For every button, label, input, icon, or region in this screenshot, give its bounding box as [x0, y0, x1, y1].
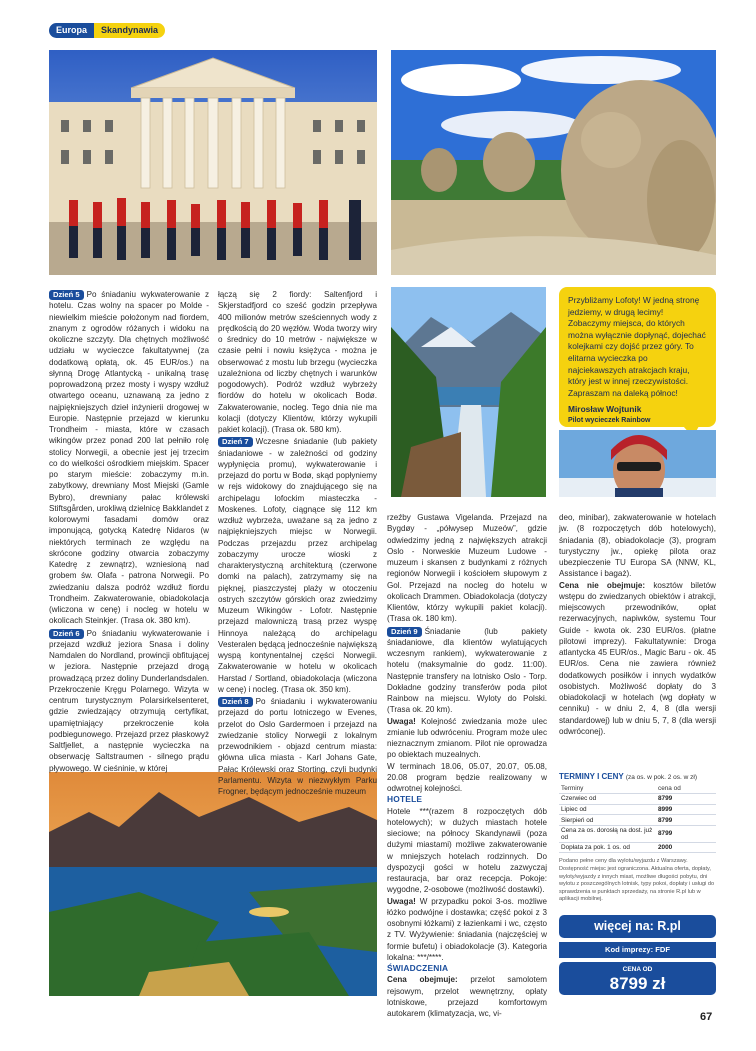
text-column-3 [387, 512, 547, 1019]
day-7-badge: Dzień 7 [218, 437, 253, 447]
prices-table-header [559, 783, 716, 794]
uwaga2-label: Uwaga! [387, 896, 416, 906]
table-row [559, 825, 716, 842]
swiadczenia-heading: ŚWIADCZENIA [387, 963, 449, 973]
day-6-text: Po śniadaniu wykwaterowanie i przejazd wzdłuż jeziora Snasa i doliny Namdalen do Nordland, prowincji obfitującej w jeziora. Następnie przejazd drogą prowadzącą przez doliny Dunderlandsdalen. Przekroczenie Kręgu Polarnego. Wizyta w centrum turystycznym Polarsirkelsenteret, gdzie zwiedzający otrzymują certyfikat, upamiętniający przekroczenie koła podbiegunowego. Przejazd przez płaskowyż Saltfjellet, a następnie wycieczka na obserwację Saltstraumen - silnego prądu pływowego. W cieśninie, w której [49, 628, 209, 773]
day-6-badge: Dzień 6 [49, 629, 84, 639]
breadcrumb-country[interactable]: Skandynawia [94, 23, 165, 38]
prices-table [559, 783, 716, 853]
table-row [559, 804, 716, 815]
photo-vigeland-park [391, 50, 716, 275]
price-term: Sierpień od [559, 815, 656, 826]
prices-title: TERMINY I CENY [559, 772, 624, 781]
price-term: Dopłata za pok. 1 os. od [559, 842, 656, 853]
pilot-quote [559, 287, 716, 427]
hotele-text: Hotele ***(razem 8 rozpoczętych dób hotelowych); w dużych miastach hotele sieciowe; na północy Skandynawii (poza dużymi miastami) możliwe zakwaterowanie w mniejszych hotelach rodzinnych. Do dyspozycji gości w hotelu zazwyczaj restauracja, bar oraz recepcja. Pokoje: wygodne, 2-osobowe (możliwość dostawki). [387, 806, 547, 895]
text-column-2 [218, 289, 377, 797]
day-5-badge: Dzień 5 [49, 290, 84, 300]
price-value: 2000 [656, 842, 716, 853]
uwaga-text: Kolejność zwiedzania może ulec zmianie lub odwróceniu. Program może ulec nieznacznym zmianom. Pilot nie oprowadza po obiektach muzealnych. [387, 716, 547, 760]
price-value: 8799 [656, 825, 716, 842]
uwaga2-text: W przypadku pokoi 3-os. możliwe łóżko podwójne i dostawka; część pokoi z 3 osobnymi łóżkami) z łazienkami i wc, często z TV. Wyżywienie: śniadania (najczęściej w formie bufetu) i obiadokolacje (3). Kategoria lokalna: ***/****. [387, 896, 547, 962]
breadcrumb-region[interactable]: Europa [49, 23, 94, 38]
prices-header-terms: Terminy [559, 783, 656, 794]
photo-lofoten [49, 772, 377, 996]
day-7-text: Wczesne śniadanie (lub pakiety śniadaniowe - w zależności od godziny wypłynięcia promu), wykwaterowanie i przejazd do portu w Bodø, skąd popłyniemy w rejs widokowy do znajdującego się na archipelagu lofockim miasteczka - Moskenes. Lofoty, ciągnące się 112 km wzdłuż wybrzeża, uważane są za jedno z najpiękniejszych miejsc w Norwegii. Podczas przejazdu przez archipelag zobaczymy urocze wioski z charakterystyczną architekturą (czerwone domki na palach), zatrzymamy się na pięknej, piaszczystej plaży w otoczeniu ostrych szczytów górskich oraz zwiedzimy Muzeum Wikingów - Lofotr. Następnie przejazd malowniczą trasą przez wyspę Hinnoya należącą do archipelagu Vesteralen będącą jednocześnie największą wyspą kontynentalnej części Norwegii. Zakwaterowanie w hotelu w okolicach Harstad / Sortland, obiadokolacja (wliczona w cenę) i nocleg. (Trasa ok. 350 km). [218, 437, 377, 694]
price-value: 8999 [656, 804, 716, 815]
price-from-value: 8799 zł [609, 974, 666, 993]
text-column-1 [49, 289, 209, 774]
cena-obejmuje-label: Cena obejmuje: [387, 975, 458, 985]
price-term: Cena za os. dorosłą na dost. już od [559, 825, 656, 842]
swiadczenia-continued: deo, minibar), zakwaterowanie w hotelach jw. (8 rozpoczętych dób hotelowych), śniadania (8), obiadokolacje (3), program turystyczny jw., opiekę pilota oraz ubezpieczenie TU Europa SA (NNW, KL, Assistance i bagaż). [559, 513, 716, 579]
price-term: Lipiec od [559, 804, 656, 815]
text-column-4 [559, 512, 716, 737]
price-value: 8799 [656, 794, 716, 805]
quote-author: Mirosław Wojtunik [568, 404, 642, 415]
hotele-heading: HOTELE [387, 794, 423, 805]
price-from-box [559, 962, 716, 995]
day-8-badge: Dzień 8 [218, 697, 253, 707]
uwaga-label: Uwaga! [387, 716, 416, 726]
terms-text: W terminach 18.06, 05.07, 20.07, 05.08, 20.08 program będzie realizowany w odwrotnej kolejności. [387, 761, 547, 793]
prices-note: Podano pełne ceny dla wylotu/wyjazdu z Warszawy. Dostępność miejsc jest ograniczona. Aktualna oferta, dopłaty, wyloty/wyjazdy z innych miast, możliwe długości pobytu, dni wylotu z poszczególnych lotnisk, typy pokoi, dopłaty i usługi do sprawdzenia w punktach sprzedaży, na stronie R.pl lub w aplikacji mobilnej. [559, 858, 715, 903]
photo-pilot-avatar [559, 430, 716, 497]
more-info-link[interactable]: więcej na: R.pl [559, 915, 716, 938]
table-row [559, 794, 716, 805]
table-row [559, 815, 716, 826]
price-term: Czerwiec od [559, 794, 656, 805]
page-number: 67 [700, 1011, 713, 1023]
day-8-continued: rzeźby Gustawa Vigelanda. Przejazd na Bygdøy - „półwysep Muzeów”, gdzie odwiedzimy jedną z największych atrakcji Oslo - Norweskie Muzeum Ludowe - muzeum i skansen z budynkami z różnych regionów Norwegii i kościołem słupowym z Gol. Przejazd na nocleg do hotelu w okolicach Drammen. Obiadokolacja (dotyczy Klientów, którzy wykupili pakiet kolacji). (Trasa ok. 180 km). [387, 513, 547, 624]
photo-royal-palace [49, 50, 377, 275]
day-5-text: Po śniadaniu wykwaterowanie z hotelu. Czas wolny na spacer po Molde - niewielkim mieście położonym nad fiordem, znanym z ogrodów różanych i widoku na okoliczne szczyty. Dla chętnych możliwość udziału w wycieczce fakultatywnej (za dodatkową opłatą, ok. 45 EUR/os.) na słynną Drogę Atlantycką - unikalną trasę poprowadzoną przez mosty i wyspy wzdłuż otwartego oceanu, uznawaną za jedno z najpiękniejszych dzieł inżynierii drogowej w Europie. Następnie przejazd w kierunku Trondheim - miasta, które w czasach wikingów przez ponad 200 lat pełniło rolę stolicy Norwegii, a obecnie jest jej trzecim co do wielkości ośrodkiem miejskim. Spacer po starym mieście: zobaczymy m.in. zabytkowy, drewniany Most Miejski (Gamle Bybro), drewniany pałac królewski Stiftsgården, urokliwą dzielnicę Bakklandet z kolorowymi fasadami domów oraz imponującą, gotycką Katedrę Nidaros (w niektórych terminach ze względu na skrócone godziny otwarcia zobaczymy Katedrę z zewnątrz), wzniesioną nad grobem św. Olafa - patrona Norwegii. Po zwiedzaniu dalsza podróż wzdłuż fiordu Trondheim. Zakwaterowanie, obiadokolacja (wliczona w cenę) i nocleg w hotelu w okolicach Steinkjer. (Trasa ok. 380 km). [49, 290, 209, 626]
day-6-continued: łączą się 2 fiordy: Saltenfjord i Skjerstadfjord co sześć godzin przepływa 400 milionów metrów sześciennych wody z prędkością do 20 węzłów. Woda tworzy wiry o średnicy do 10 metrów - największe w czasie pełni i nowiu księżyca - można je obserwować z mostu lub brzegu (wycieczka uzależniona od liczby chętnych i warunków pogodowych). Podróż wzdłuż wybrzeży fiordów do hotelu w okolicach Bodø. Zakwaterowanie, nocleg. Tego dnia nie ma kolacji (dotyczy Klientów, którzy wykupili pakiet kolacji). (Trasa ok. 580 km). [218, 290, 377, 434]
breadcrumb [49, 23, 165, 38]
price-value: 8799 [656, 815, 716, 826]
table-row [559, 842, 716, 853]
quote-text: Przybliżamy Lofoty! W jedną stronę jedziemy, w drugą lecimy! Zobaczymy miejsca, do których można wyłącznie dopłynąć, dojechać kolejkami czy dojść przez góry. To elitarna wycieczka po najciekawszych atrakcjach kraju, który jest w innej rzeczywistości. Zapraszam na daleką północ! [568, 295, 706, 398]
quote-role: Pilot wycieczek Rainbow [568, 416, 651, 424]
prices-section [559, 772, 716, 904]
cena-nie-obejmuje-text: kosztów biletów wstępu do zwiedzanych obiektów i atrakcji, miejscowych przewodników, opłat rezerwacyjnych, napiwków, systemu Tour Guide - kwota ok. 230 EUR/os. (płatne pilotowi imprezy). Fakultatywnie: Droga atlantycka 45 EUR/os., Magic Baru - ok. 45 EUR/os. Cena nie zawiera również dodatkowych posiłków i innych wydatków osobistych. Możliwość dopłaty do 3 obiadokolacji w hotelach (wg dopłaty w cenniku) - w dniu 2, 4, 8 (dla wersji standardowej) lub w dniu 5, 7, 8 (dla wersji odwróconej). [559, 580, 717, 736]
price-from-label: CENA OD [622, 966, 653, 973]
photo-fjord [391, 287, 546, 497]
day-9-text: Śniadanie (lub pakiety śniadaniowe, dla klientów wylatujących wczesnym rankiem), wykwaterowanie z hotelu (maksymalnie do godz. 11:00). Następnie transfery na lotnisko Oslo - Torp. Dokładne godziny transferów poda pilot Rainbow na miejscu. Wyloty do Polski. (Trasa ok. 20 km). [387, 626, 547, 715]
cena-obejmuje-text: przelot samolotem rejsowym, przelot wewnętrzny, opłaty lotniskowe, przejazd komfortowym autokarem (klimatyzacja, wc, vi- [387, 975, 547, 1018]
cena-nie-obejmuje-label: Cena nie obejmuje: [559, 580, 646, 590]
tour-code: Kod imprezy: FDF [559, 942, 716, 958]
prices-title-note: (za os. w pok. 2 os. w zł) [625, 774, 698, 781]
day-9-badge: Dzień 9 [387, 627, 422, 637]
day-8-text: Po śniadaniu i wykwaterowaniu przejazd do portu lotniczego w Evenes, przelot do Oslo Gardermoen i przejazd na zwiedzanie stolicy Norwegii z lokalnym przewodnikiem - objazd centrum miasta: główna ulica miasta - Karl Johans Gate, Pałac Królewski oraz Storting, czyli budynki Parlamentu. Wizyta w niezwykłym Parku Frogner, będącym jednocześnie muzeum [218, 697, 377, 796]
prices-header-price: cena od [656, 783, 716, 794]
